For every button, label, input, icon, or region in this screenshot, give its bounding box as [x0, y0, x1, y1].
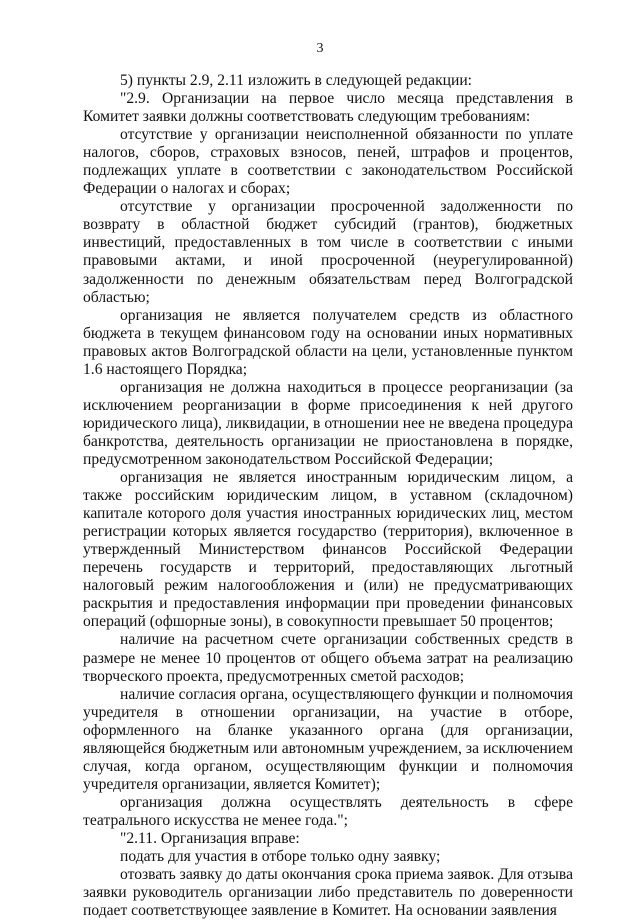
- paragraph-single-application: подать для участия в отборе только одну заявку;: [120, 848, 441, 866]
- paragraph-amendment-intro: 5) пункты 2.9, 2.11 изложить в следующей редакции:: [120, 72, 473, 89]
- paragraph-theatre-activity: организация должна осуществлять деятельность в сфере театрального искусства не менее года.";: [83, 793, 573, 829]
- paragraph-not-foreign-entity: организация не является иностранным юридическим лицом, а также российским юридическим лицом, в уставном (складочном) капитале которого доля участия иностранных юридических лиц, местом регистрации которых является государство (территория), включенное в утвержденный Министерством финансов Российской Федерации перечень государств и территорий, предоставляющих льготный налоговый режим налогообложения и (или) не предусматривающих раскрытия и предоставления информации при проведении финансовых операций (офшорные зоны), в совокупности превышает 50 процентов;: [83, 469, 573, 631]
- paragraph-no-tax-debt: отсутствие у организации неисполненной обязанности по уплате налогов, сборов, страховых взносов, пеней, штрафов и процентов, подлежащих уплате в соответствии с законодательством Российской Федерации о налогах и сборах;: [83, 126, 573, 198]
- paragraph-no-overdue-debt: отсутствие у организации просроченной задолженности по возврату в областной бюджет субсидий (грантов), бюджетных инвестиций, предоставленных в том числе в соответствии с иными правовыми актами, и иной просроченной (неурегулированной) задолженности по денежным обязательствам перед Волгоградской областью;: [83, 198, 573, 306]
- paragraph-not-recipient: организация не является получателем средств из областного бюджета в текущем финансовом году на основании иных нормативных правовых актов Волгоградской области на цели, установленные пунктом 1.6 настоящего Порядка;: [83, 306, 573, 378]
- page-number: 3: [316, 41, 324, 56]
- paragraph-2-11-heading: "2.11. Организация вправе:: [120, 829, 300, 847]
- paragraph-founder-consent: наличие согласия органа, осуществляющего функции и полномочия учредителя в отношении организации, на участие в отборе, оформленного на бланке указанного органа (для организации, являющейся бюджетным или автономным учреждением, за исключением случая, когда органом, осуществляющим функции и полномочия учредителя организации, является Комитет);: [83, 685, 573, 793]
- paragraph-2-9-heading: "2.9. Организации на первое число месяца представления в Комитет заявки должны соответствовать следующим требованиям:: [83, 90, 573, 126]
- paragraph-own-funds: наличие на расчетном счете организации собственных средств в размере не менее 10 процентов от общего объема затрат на реализацию творческого проекта, предусмотренных сметой расходов;: [83, 631, 573, 685]
- document-body: [83, 72, 573, 920]
- paragraph-withdraw-application: отозвать заявку до даты окончания срока приема заявок. Для отзыва заявки руководитель организации либо представитель по доверенности подает соответствующее заявление в Комитет. На основании заявления: [83, 866, 573, 920]
- paragraph-no-reorganization: организация не должна находиться в процессе реорганизации (за исключением реорганизации в форме присоединения к ней другого юридического лица), ликвидации, в отношении нее не введена процедура банкротства, деятельность организации не приостановлена в порядке, предусмотренном законодательством Российской Федерации;: [83, 378, 573, 468]
